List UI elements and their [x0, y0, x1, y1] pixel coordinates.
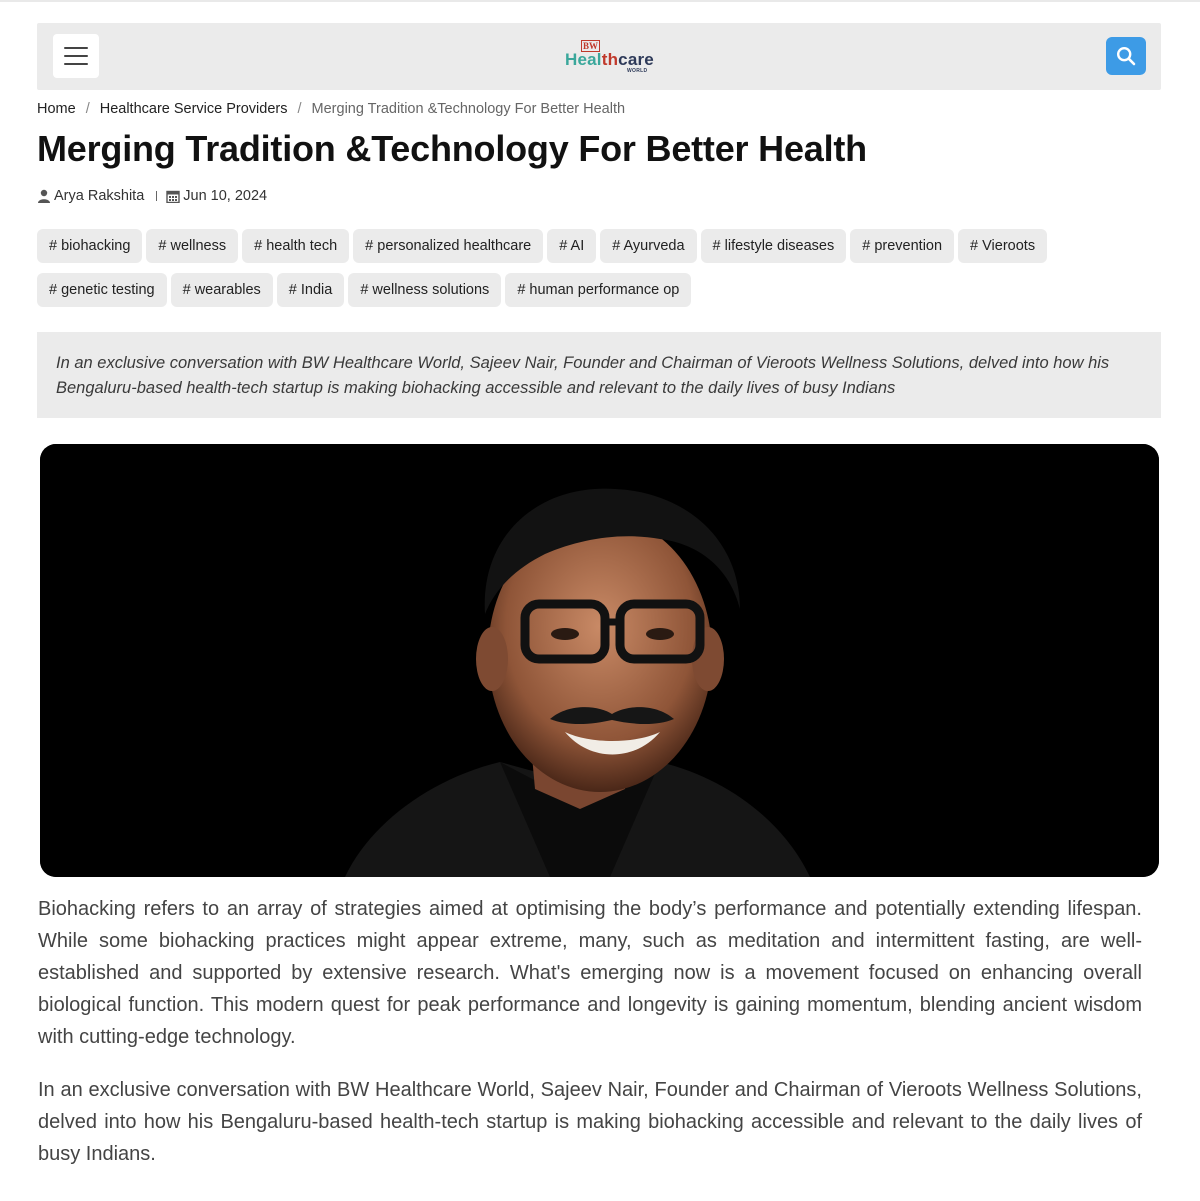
- tag-wellness-solutions[interactable]: # wellness solutions: [348, 273, 501, 307]
- search-icon: [1116, 46, 1136, 66]
- article-paragraph-1: Biohacking refers to an array of strategies aimed at optimising the body’s performance and potentially extending lifespan. While some biohacking practices might appear extreme, many, such as meditation and intermittent fasting, are well-established and supported by extensive research. What's emerging now is a movement focused on enhancing overall biological function. This modern quest for peak performance and longevity is gaining momentum, blending ancient wisdom with cutting-edge technology.: [38, 898, 1142, 1048]
- tag-row-1: [37, 229, 1161, 263]
- logo-word-part1: Heal: [565, 50, 602, 69]
- site-header: [37, 23, 1161, 90]
- breadcrumb-home[interactable]: Home: [37, 101, 76, 117]
- breadcrumb-separator: /: [85, 101, 90, 117]
- tag-biohacking[interactable]: # biohacking: [37, 229, 142, 263]
- breadcrumb-separator: /: [297, 101, 302, 117]
- article-meta: [37, 188, 267, 204]
- tag-personalized-healthcare[interactable]: # personalized healthcare: [353, 229, 543, 263]
- logo-bw: BW: [583, 41, 599, 51]
- meta-divider: [156, 191, 157, 201]
- hamburger-menu-icon: [64, 47, 88, 49]
- tag-ai[interactable]: # AI: [547, 229, 596, 263]
- tag-list: [37, 229, 1161, 317]
- logo-sub: WORLD: [627, 68, 648, 74]
- article-title: Merging Tradition &Technology For Better Health: [37, 128, 867, 169]
- tag-human-performance[interactable]: # human performance op: [505, 273, 691, 307]
- portrait-photo: [40, 444, 1159, 877]
- tag-health-tech[interactable]: # health tech: [242, 229, 349, 263]
- tag-genetic-testing[interactable]: # genetic testing: [37, 273, 167, 307]
- hamburger-menu-icon-bar: [64, 55, 88, 57]
- tag-vieroots[interactable]: # Vieroots: [958, 229, 1047, 263]
- article-summary: In an exclusive conversation with BW Healthcare World, Sajeev Nair, Founder and Chairman of Vieroots Wellness Solutions, delved into how his Bengaluru-based health-tech startup is making biohacking accessible and relevant to the daily lives of busy Indians: [37, 332, 1161, 418]
- article-paragraph-2: In an exclusive conversation with BW Healthcare World, Sajeev Nair, Founder and Chairman of Vieroots Wellness Solutions, delved into how his Bengaluru-based health-tech startup is making biohacking accessible and relevant to the daily lives of busy Indians.: [38, 1079, 1142, 1165]
- menu-button[interactable]: [53, 34, 99, 78]
- logo-wordmark: [565, 50, 654, 70]
- publish-date: Jun 10, 2024: [183, 188, 268, 204]
- author-name[interactable]: Arya Rakshita: [54, 188, 145, 204]
- tag-india[interactable]: # India: [277, 273, 345, 307]
- logo-word-part3: care: [618, 50, 654, 69]
- tag-lifestyle-diseases[interactable]: # lifestyle diseases: [701, 229, 847, 263]
- breadcrumb: [37, 101, 625, 117]
- hamburger-menu-icon-bar: [64, 63, 88, 65]
- top-border: [0, 0, 1200, 2]
- tag-ayurveda[interactable]: # Ayurveda: [600, 229, 696, 263]
- user-icon: [37, 189, 51, 203]
- calendar-icon: [166, 189, 180, 203]
- search-button[interactable]: [1106, 37, 1146, 75]
- site-logo[interactable]: [565, 40, 665, 76]
- breadcrumb-category[interactable]: Healthcare Service Providers: [99, 101, 288, 117]
- tag-prevention[interactable]: # prevention: [850, 229, 954, 263]
- tag-wearables[interactable]: # wearables: [171, 273, 273, 307]
- hero-image: [40, 444, 1159, 877]
- breadcrumb-current: Merging Tradition &Technology For Better Health: [311, 101, 626, 117]
- tag-wellness[interactable]: # wellness: [146, 229, 238, 263]
- tag-row-2: [37, 273, 1161, 307]
- logo-word-part2: th: [601, 50, 619, 69]
